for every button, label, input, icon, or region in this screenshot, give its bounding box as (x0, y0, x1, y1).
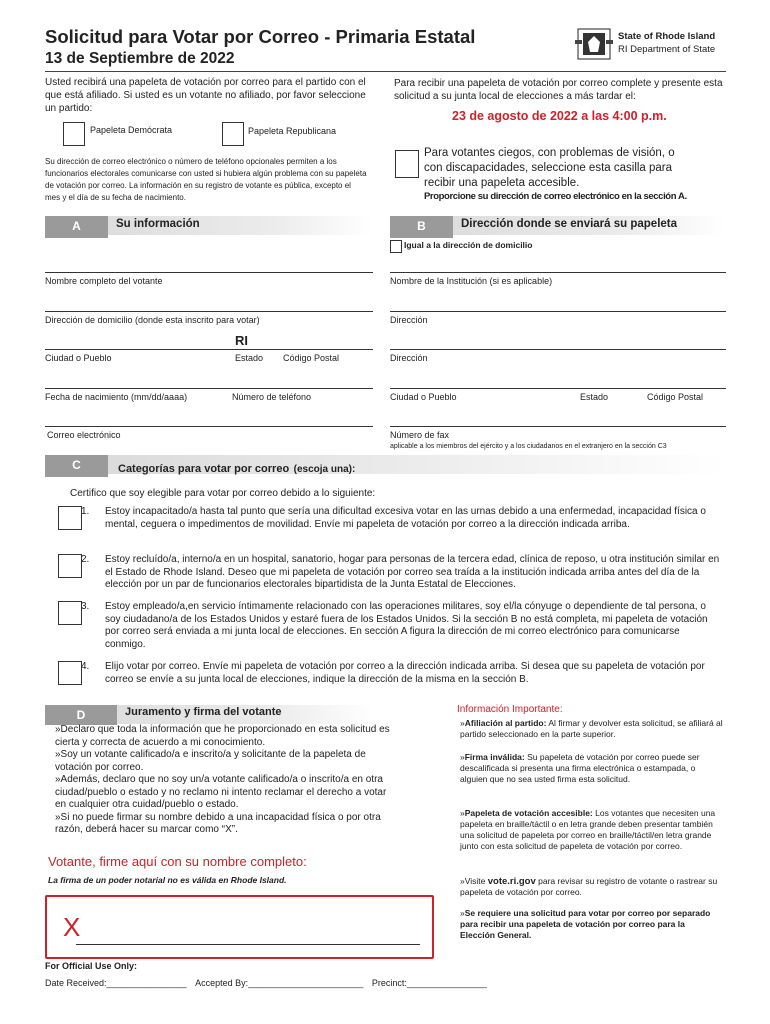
fax-field[interactable] (390, 426, 726, 427)
mailing-address-2-label: Dirección (390, 353, 428, 363)
signature-box[interactable] (45, 895, 434, 959)
category-4-number: 4. (81, 661, 90, 672)
section-b-badge (390, 216, 453, 238)
section-a-title: Su información (116, 218, 200, 230)
certify-statement: Certifico que soy elegible para votar por correo debido a lo siguiente: (70, 488, 376, 499)
city-label: Ciudad o Pueblo (45, 353, 112, 363)
section-d-letter: D (76, 708, 86, 722)
category-4-checkbox[interactable] (58, 661, 82, 685)
phone-label: Número de teléfono (232, 392, 312, 402)
email-label: Correo electrónico (47, 430, 121, 440)
category-3-text: Estoy empleado/a,en servicio íntimamente relacionado con las operaciones militares, soy el/la cónyuge o dependiente de tal persona, o soy ciudadano/a de los Estados Unidos y estaré fuera de los Estados Unidos. Si la sección B no está completa, mi papeleta de votación por correo será enviada a mi junta local de elecciones. En sección A figura la dirección de mi correo electrónico para comunicarse conmigo. (105, 601, 708, 650)
info-item-accessible: »Papeleta de votación accesible: Los votantes que necesiten una papeleta en braille/táctil o en letra grande deben presentar también una solicitud de papeleta por correo en braille/táctil/en letra grande junto con esta solicitud de papeleta de votación por correo. (460, 808, 716, 851)
accessible-ballot-text: Para votantes ciegos, con problemas de visión, o con discapacidades, seleccione esta casilla para recibir una papeleta accesible. (424, 147, 675, 189)
home-address-label: Dirección de domicilio (donde esta inscrito para votar) (45, 315, 260, 325)
date-received-field: Date Received:________________ (45, 978, 187, 988)
notary-note: La firma de un poder notarial no es válida en Rhode Island. (48, 875, 287, 885)
republican-ballot-label: Papeleta Republicana (248, 126, 337, 136)
category-1-number: 1. (81, 506, 90, 517)
oath-item: »Si no puede firmar su nombre debido a una incapacidad física o por otra razón, deberá hacer su marcar como “X”. (55, 811, 381, 835)
info-item-general-election: »Se requiere una solicitud para votar por correo por separado para recibir una papeleta de votación por correo para la Elección General. (460, 908, 711, 940)
section-c-title-suffix: (escoja una): (293, 464, 356, 475)
info-item-party-heading: Afiliación al partido: (464, 718, 547, 728)
democratic-ballot-label: Papeleta Demócrata (90, 125, 173, 135)
category-3-number: 3. (81, 601, 90, 612)
category-3-checkbox[interactable] (58, 601, 82, 625)
vote-ri-gov-link[interactable]: vote.ri.gov (487, 876, 536, 887)
state-label: Estado (235, 353, 264, 363)
info-title: Información Importante: (457, 704, 563, 715)
republican-ballot-checkbox[interactable] (222, 122, 244, 146)
info-item-party-text: Al firmar y devolver esta solicitud, se afiliará al partido seleccionado en la parte superior. (460, 718, 723, 739)
state-value: RI (235, 333, 248, 348)
zip-label: Código Postal (283, 353, 340, 363)
category-1-text: Estoy incapacitado/a hasta tal punto que sería una dificultad excesiva votar en las urnas debido a una enfermedad, incapacidad física o mental, ceguera o impedimentos de movilidad. Envíe mi papeleta de votación por correo a la dirección indicada arriba. (105, 506, 706, 530)
section-c-letter: C (72, 458, 81, 472)
signature-x-mark: X (63, 912, 81, 942)
section-d-title: Juramento y firma del votante (125, 706, 282, 718)
category-2-checkbox[interactable] (58, 554, 82, 578)
section-c-title: Categorías para votar por correo (118, 463, 290, 475)
party-instructions: Usted recibirá una papeleta de votación por correo para el partido con el que está afiliado. Si usted es un votante no afiliado, por favor seleccione un partido: (45, 77, 366, 114)
info-item-signature-heading: Firma inválida: (464, 752, 525, 762)
category-2-text: Estoy recluído/a, interno/a en un hospital, sanatorio, hogar para personas de la tercera edad, clínica de reposo, u otra institución similar en el Estado de Rhode Island. Deseo que mi papeleta de votación por correo sea traída a la institución indicada arriba antes del día de la elección por un par de funcionarios electorales bipartidista de la Junta Estatal de Elecciones. (105, 554, 720, 590)
department-name: RI Department of State (618, 44, 716, 55)
mailing-address-2-field[interactable] (390, 349, 726, 350)
fax-note: aplicable a los miembros del ejército y a los ciudadanos en el extranjero en la sección C3 (390, 443, 667, 450)
privacy-notice: Su dirección de correo electrónico o número de teléfono opcionales permiten a los funcionarios electorales comunicarse con usted si hubiera algún problema con su papeleta de votación por correo. La información en su registro de votante es pública, excepto el mes y el día de su fecha de nacimiento. (45, 157, 367, 202)
democratic-ballot-checkbox[interactable] (63, 122, 85, 146)
dob-phone-field[interactable] (45, 388, 373, 389)
info-item-website-prefix: Visite (464, 876, 488, 886)
section-c-badge (45, 455, 108, 477)
official-use-row (45, 978, 487, 988)
same-address-label: Igual a la dirección de domicilio (404, 240, 533, 250)
full-name-field[interactable] (45, 272, 373, 273)
info-item-party: »Afiliación al partido: Al firmar y devolver esta solicitud, se afiliará al partido seleccionado en la parte superior. (460, 718, 723, 739)
section-d-badge (45, 705, 117, 725)
section-a-badge (45, 216, 108, 238)
home-address-field[interactable] (45, 311, 373, 312)
mailing-zip-label: Código Postal (647, 392, 704, 402)
oath-item: »Además, declaro que no soy un/a votante calificado/a o inscrito/a en otra ciudad/pueblo o estado y no reclamo ni intento reclamar el derecho a votar en cualquier otra cuidad/pueblo o estado. (55, 774, 387, 810)
institution-label: Nombre de la Institución (si es aplicable) (390, 276, 553, 286)
fax-label: Número de fax (390, 430, 450, 440)
same-address-checkbox[interactable] (390, 240, 402, 253)
info-item-website-text: para revisar su registro de votante o rastrear su papeleta de votación por correo. (460, 876, 718, 897)
dob-label: Fecha de nacimiento (mm/dd/aaaa) (45, 392, 188, 402)
category-2-number: 2. (81, 554, 90, 565)
section-b-letter: B (417, 219, 426, 233)
city-state-zip-field[interactable] (45, 349, 373, 350)
info-item-signature-text: Su papeleta de votación por correo puede ser descalificada si presenta una firma electrónica o estampada, o alguien que no sea usted firma esta solicitud. (460, 752, 700, 784)
header-divider (45, 71, 726, 72)
info-item-signature: »Firma inválida: Su papeleta de votación por correo puede ser descalificada si presenta una firma electrónica o estampada, o alguien que no sea usted firma esta solicitud. (460, 752, 700, 784)
mailing-city-state-zip-field[interactable] (390, 388, 726, 389)
info-item-accessible-heading: Papeleta de votación accesible: (464, 808, 593, 818)
section-a-letter: A (72, 219, 81, 233)
mailing-address-1-label: Dirección (390, 315, 428, 325)
accepted-by-field: Accepted By:_______________________ (195, 978, 364, 988)
deadline: 23 de agosto de 2022 a las 4:00 p.m. (452, 109, 667, 123)
full-name-label: Nombre completo del votante (45, 276, 163, 286)
oath-list (55, 724, 400, 837)
section-b-title: Dirección donde se enviará su papeleta (461, 218, 678, 230)
sign-here-label: Votante, firme aquí con su nombre completo: (48, 854, 307, 869)
accessible-ballot-email-note: Proporcione su dirección de correo electrónico en la sección A. (424, 191, 687, 202)
info-item-general-election-text: Se requiere una solicitud para votar por correo por separado para recibir una papeleta de votación por correo para la Elección General. (460, 908, 711, 940)
precinct-field: Precinct:________________ (371, 978, 487, 988)
mailing-city-label: Ciudad o Pueblo (390, 392, 457, 402)
oath-item: »Soy un votante calificado/a e inscrito/a y solicitante de la papeleta de votación por correo. (55, 749, 366, 773)
state-name: State of Rhode Island (618, 31, 716, 42)
signature-line (76, 944, 420, 945)
email-field[interactable] (45, 426, 373, 427)
section-c-title-row (118, 459, 355, 477)
oath-item: »Declaro que toda la información que he proporcionado en esta solicitud es cierta y correcta de acuerdo a mi conocimiento. (55, 724, 390, 748)
mailing-address-1-field[interactable] (390, 311, 726, 312)
info-item-accessible-text: Los votantes que necesiten una papeleta en braille/táctil o en letra grande deben presentar también una solicitud de papeleta por correo en braille/táctil/en letra grande junto con esta solicitud de papeleta de votación por correo. (460, 808, 716, 851)
official-use-title: For Official Use Only: (45, 961, 138, 971)
state-seal-icon (574, 26, 614, 62)
category-4-text: Elijo votar por correo. Envíe mi papeleta de votación por correo a la dirección indicada arriba. Si desea que su papeleta de votación por correo se envíe a su junta local de elecciones, indique la dirección de la misma en la sección B. (105, 661, 705, 685)
submission-instructions: Para recibir una papeleta de votación por correo complete y presente esta solicitud a su junta local de elecciones a más tardar el: (394, 78, 723, 102)
category-1-checkbox[interactable] (58, 506, 82, 530)
institution-field[interactable] (390, 272, 726, 273)
info-item-website: »Visite vote.ri.gov para revisar su registro de votante o rastrear su papeleta de votación por correo. (460, 876, 718, 897)
state-block (618, 30, 715, 56)
election-date: 13 de Septiembre de 2022 (45, 50, 235, 67)
mailing-state-label: Estado (580, 392, 609, 402)
accessible-ballot-checkbox[interactable] (395, 150, 419, 178)
form-title: Solicitud para Votar por Correo - Primaria Estatal (45, 26, 476, 47)
